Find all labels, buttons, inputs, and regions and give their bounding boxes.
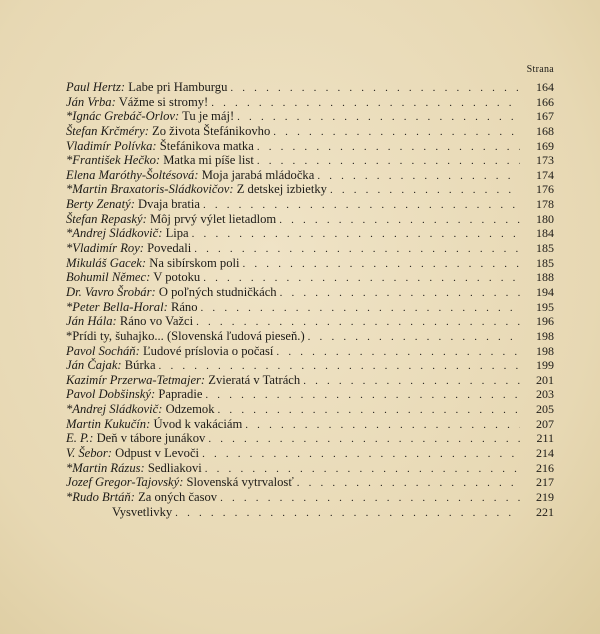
- toc-title: Môj prvý výlet lietadlom: [149, 211, 277, 226]
- toc-title: V potoku: [153, 270, 201, 285]
- toc-entry-text: [66, 226, 189, 241]
- toc-title: Matka mi píše list: [163, 153, 254, 168]
- toc-page-number: 185: [536, 255, 554, 270]
- toc-entry: [66, 329, 554, 344]
- toc-title: Štefánikova matka: [159, 138, 254, 153]
- toc-page-number: 178: [536, 197, 554, 212]
- toc-page-number: 164: [536, 80, 554, 94]
- toc-author: *Andrej Sládkovič:: [66, 226, 163, 241]
- toc-title: Ráno: [170, 299, 198, 314]
- toc-entry-text: [66, 197, 200, 212]
- toc-entry: [66, 212, 554, 227]
- toc-title: Vážme si stromy!: [118, 94, 209, 109]
- toc-page-number: 217: [536, 475, 554, 490]
- dot-leader: [203, 198, 520, 213]
- toc-title: Za oných časov: [138, 489, 218, 504]
- toc-title: Ráno vo Važci: [119, 314, 194, 329]
- toc-page-number: 169: [536, 138, 554, 153]
- toc-page-number: 207: [536, 416, 554, 431]
- toc-entry-text: [66, 80, 227, 95]
- toc-entry: [66, 314, 554, 329]
- toc-title: Dvaja bratia: [138, 197, 200, 212]
- toc-title: Povedali: [147, 241, 192, 256]
- dot-leader: [237, 110, 520, 125]
- toc-entry: [66, 95, 554, 110]
- toc-entry-text: [66, 358, 156, 373]
- toc-author: Ján Čajak:: [66, 358, 122, 373]
- toc-entry-text: [66, 417, 242, 432]
- toc-page-number: 221: [536, 504, 554, 519]
- toc-entry: [66, 80, 554, 95]
- toc-entry-text: [66, 344, 273, 359]
- toc-page-number: 198: [536, 328, 554, 343]
- dot-leader: [194, 242, 520, 257]
- toc-entry-text: [66, 475, 294, 490]
- toc-entry: [66, 446, 554, 461]
- dot-leader: [202, 447, 520, 462]
- dot-leader: [205, 462, 520, 477]
- toc-author: *Ignác Grebáč-Orlov:: [66, 109, 180, 124]
- toc-page-number: 216: [536, 460, 554, 475]
- toc-author: *Andrej Sládkovič:: [66, 402, 163, 417]
- toc-entry-text: [66, 431, 205, 446]
- toc-entry: [66, 300, 554, 315]
- toc-entry-text: [66, 461, 202, 476]
- dot-leader: [245, 418, 520, 433]
- toc-author: Ján Vrba:: [66, 94, 116, 109]
- toc-page-number: 201: [536, 372, 554, 387]
- toc-page-number: 166: [536, 94, 554, 109]
- toc-page-number: 168: [536, 123, 554, 138]
- toc-title: Labe pri Hamburgu: [128, 80, 228, 94]
- dot-leader: [257, 140, 520, 155]
- toc-entry-text: [66, 446, 199, 461]
- dot-leader: [205, 388, 520, 403]
- toc-entry-text: [66, 490, 217, 505]
- toc-entry: [66, 490, 554, 505]
- toc-entry-text: [66, 329, 305, 344]
- dot-leader: [280, 286, 520, 301]
- toc-entry: [66, 417, 554, 432]
- toc-title: Papradie: [158, 387, 203, 402]
- toc-title: Moja jarabá mládočka: [201, 167, 315, 182]
- toc-entry-text: [66, 168, 314, 183]
- toc-entry: [66, 358, 554, 373]
- toc-entry: [66, 124, 554, 139]
- toc-entry: [66, 197, 554, 212]
- toc-author: Dr. Vavro Šrobár:: [66, 284, 156, 299]
- toc-title: Vysvetlivky: [112, 504, 173, 519]
- toc-author: *Peter Bella-Horal:: [66, 299, 168, 314]
- toc-entry: [66, 182, 554, 197]
- toc-entry-text: [66, 505, 172, 520]
- dot-leader: [303, 374, 520, 389]
- toc-author: *Martin Rázus:: [66, 460, 145, 475]
- toc-entry: [66, 505, 554, 520]
- toc-title: Lipa: [165, 226, 189, 241]
- toc-author: Kazimír Przerwa-Tetmajer:: [66, 372, 206, 387]
- toc-title: Odzemok: [165, 402, 215, 417]
- dot-leader: [330, 183, 520, 198]
- toc-page-number: 188: [536, 270, 554, 285]
- toc-author: Štefan Repaský:: [66, 211, 147, 226]
- table-of-contents: [66, 80, 554, 519]
- toc-entry-text: [66, 300, 198, 315]
- toc-title: Deň v tábore junákov: [96, 431, 206, 446]
- toc-entry-text: [66, 95, 208, 110]
- toc-author: Jozef Gregor-Tajovský:: [66, 475, 184, 490]
- toc-entry: [66, 226, 554, 241]
- toc-page-number: 185: [536, 241, 554, 256]
- toc-title: Zo života Štefánikovho: [152, 123, 271, 138]
- toc-author: *Rudo Brtáň:: [66, 489, 135, 504]
- dot-leader: [276, 345, 520, 360]
- toc-entry-text: [66, 109, 234, 124]
- dot-leader: [175, 506, 520, 521]
- toc-entry-text: [66, 241, 191, 256]
- toc-page-number: 205: [536, 402, 554, 417]
- dot-leader: [308, 330, 520, 345]
- toc-entry: [66, 461, 554, 476]
- dot-leader: [211, 96, 520, 111]
- toc-page-number: 203: [536, 387, 554, 402]
- toc-entry: [66, 109, 554, 124]
- toc-entry: [66, 241, 554, 256]
- toc-entry: [66, 344, 554, 359]
- toc-entry-text: [66, 387, 202, 402]
- toc-author: Mikuláš Gacek:: [66, 255, 147, 270]
- dot-leader: [220, 491, 520, 506]
- toc-entry-text: [66, 402, 215, 417]
- toc-entry-text: [66, 212, 276, 227]
- toc-entry-text: [66, 314, 193, 329]
- toc-author: *Vladimír Roy:: [66, 241, 144, 256]
- toc-author: Pavol Socháň:: [66, 343, 140, 358]
- toc-page-number: 196: [536, 314, 554, 329]
- toc-entry-text: [66, 256, 240, 271]
- toc-page-number: 174: [536, 167, 554, 182]
- dot-leader: [297, 476, 520, 491]
- toc-author: Paul Hertz:: [66, 80, 126, 94]
- toc-page-number: 194: [536, 284, 554, 299]
- toc-author: Vladimír Polívka:: [66, 138, 157, 153]
- dot-leader: [317, 169, 520, 184]
- toc-title: Slovenská vytrvalosť: [186, 475, 294, 490]
- toc-entry-text: [66, 373, 300, 388]
- dot-leader: [273, 125, 520, 140]
- toc-title: Zvieratá v Tatrách: [208, 372, 301, 387]
- toc-entry: [66, 475, 554, 490]
- toc-title: Ľudové príslovia o počasí: [142, 343, 274, 358]
- toc-author: Berty Zenatý:: [66, 197, 135, 212]
- dot-leader: [203, 271, 520, 286]
- toc-entry: [66, 402, 554, 417]
- toc-page-number: 199: [536, 358, 554, 373]
- dot-leader: [159, 359, 520, 374]
- dot-leader: [218, 403, 520, 418]
- toc-entry-text: [66, 139, 254, 154]
- toc-entry-text: [66, 182, 327, 197]
- toc-author: *Martin Braxatoris-Sládkovičov:: [66, 182, 234, 197]
- dot-leader: [201, 301, 520, 316]
- toc-title: Odpust v Levoči: [115, 446, 200, 461]
- toc-author: Elena Maróthy-Šoltésová:: [66, 167, 199, 182]
- toc-page-number: 219: [536, 489, 554, 504]
- toc-title: Búrka: [124, 358, 156, 373]
- toc-author: Martin Kukučín:: [66, 416, 151, 431]
- toc-entry-text: [66, 124, 270, 139]
- toc-author: Pavol Dobšinský:: [66, 387, 156, 402]
- toc-page-number: 184: [536, 226, 554, 241]
- toc-title: Na sibírskom poli: [149, 255, 240, 270]
- toc-page-number: 214: [536, 446, 554, 461]
- toc-entry: [66, 168, 554, 183]
- toc-entry: [66, 153, 554, 168]
- toc-page-number: 195: [536, 299, 554, 314]
- toc-page-number: 198: [536, 343, 554, 358]
- toc-author: Štefan Krčméry:: [66, 123, 149, 138]
- toc-entry: [66, 431, 554, 446]
- toc-title: *Prídi ty, šuhajko... (Slovenská ľudová pieseň.): [66, 328, 305, 343]
- toc-entry: [66, 285, 554, 300]
- toc-entry: [66, 270, 554, 285]
- page-column-header: Strana: [526, 64, 554, 75]
- dot-leader: [208, 432, 520, 447]
- toc-title: Úvod k vakáciám: [153, 416, 243, 431]
- toc-author: Ján Hála:: [66, 314, 117, 329]
- dot-leader: [257, 154, 520, 169]
- toc-title: O poľných studničkách: [158, 284, 277, 299]
- toc-page-number: 180: [536, 211, 554, 226]
- dot-leader: [243, 257, 521, 272]
- toc-title: Z detskej izbietky: [236, 182, 327, 197]
- toc-entry-text: [66, 270, 200, 285]
- dot-leader: [196, 315, 520, 330]
- dot-leader: [230, 81, 520, 96]
- toc-entry-text: [66, 153, 254, 168]
- toc-page-number: 173: [536, 153, 554, 168]
- toc-entry: [66, 373, 554, 388]
- toc-entry: [66, 139, 554, 154]
- toc-page-number: 176: [536, 182, 554, 197]
- toc-author: V. Šebor:: [66, 446, 112, 461]
- dot-leader: [192, 227, 520, 242]
- toc-title: Tu je máj!: [182, 109, 235, 124]
- dot-leader: [279, 213, 520, 228]
- toc-author: *František Hečko:: [66, 153, 161, 168]
- toc-author: Bohumil Němec:: [66, 270, 151, 285]
- toc-author: E. P.:: [66, 431, 94, 446]
- toc-title: Sedliakovi: [147, 460, 202, 475]
- toc-page-number: 211: [536, 431, 554, 446]
- toc-entry: [66, 387, 554, 402]
- toc-page-number: 167: [536, 109, 554, 124]
- toc-entry-text: [66, 285, 277, 300]
- toc-entry: [66, 256, 554, 271]
